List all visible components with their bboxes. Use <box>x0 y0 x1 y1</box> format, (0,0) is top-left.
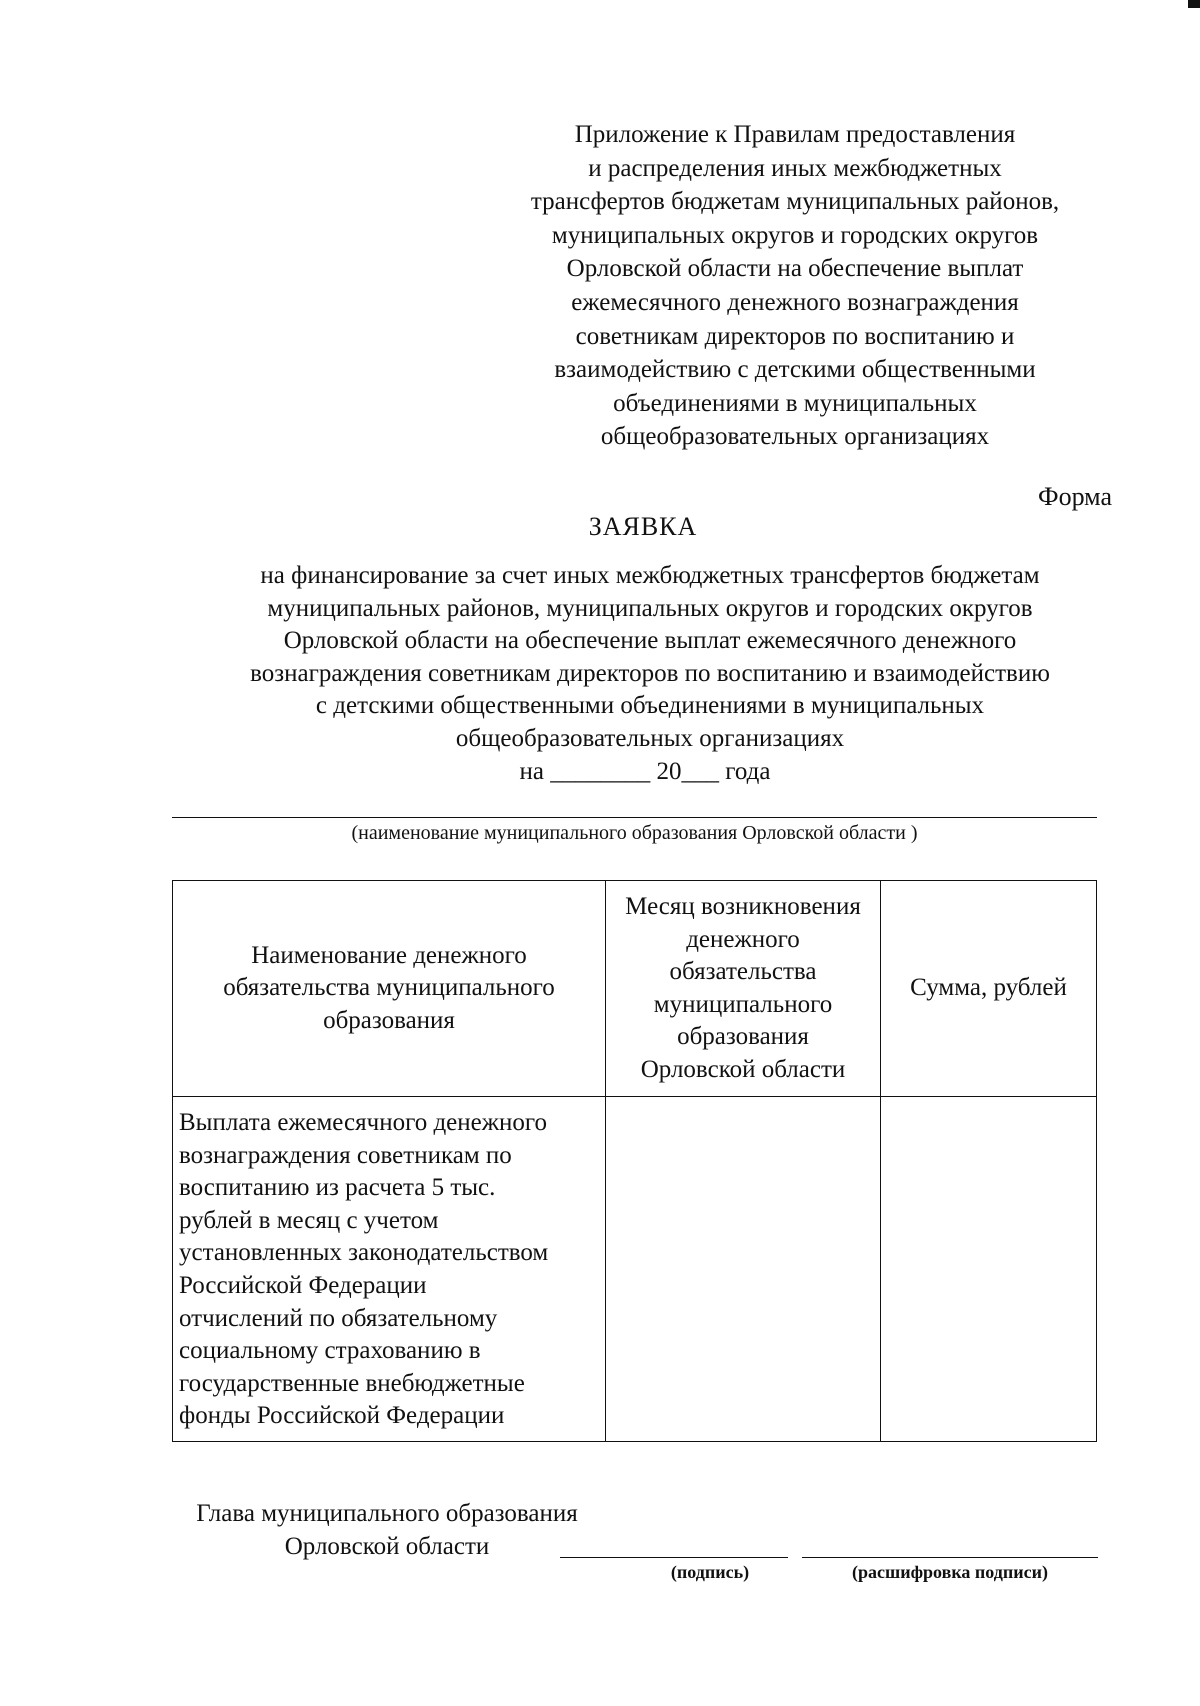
table-header-row <box>173 881 1097 1097</box>
header-line: обязательства <box>669 958 817 985</box>
cell-line: фонды Российской Федерации <box>179 1402 505 1430</box>
header-line: образования <box>677 1023 809 1050</box>
appendix-line: Приложение к Правилам предоставления <box>574 121 1016 148</box>
signatory-line: Орловской области <box>284 1533 490 1560</box>
header-line: обязательства муниципального <box>223 974 555 1002</box>
header-line: образования <box>323 1006 455 1034</box>
cell-line: Выплата ежемесячного денежного <box>179 1109 548 1136</box>
header-line: Сумма, рублей <box>910 974 1067 1002</box>
appendix-line: ежемесячного денежного вознаграждения <box>571 288 1019 316</box>
appendix-line: Орловской области на обеспечение выплат <box>566 255 1024 283</box>
signatory-line: Глава муниципального образования <box>196 1500 578 1527</box>
document-subtitle <box>100 560 1200 755</box>
appendix-line: объединениями в муниципальных <box>613 389 977 417</box>
header-line: Орловской области <box>640 1055 846 1083</box>
cell-line: вознаграждения советникам по <box>179 1141 512 1169</box>
obligation-month-cell[interactable] <box>606 1097 881 1442</box>
cell-line: рублей в месяц с учетом <box>179 1206 439 1234</box>
subtitle-line: Орловской области на обеспечение выплат ежемесячного денежного <box>283 627 1017 654</box>
obligation-sum-cell[interactable] <box>881 1097 1097 1442</box>
header-line: муниципального <box>653 990 833 1018</box>
table-row <box>173 1097 1097 1442</box>
header-line: Месяц возникновения <box>625 893 861 920</box>
cell-line: воспитанию из расчета 5 тыс. <box>179 1174 496 1202</box>
cell-line: Российской Федерации <box>179 1271 427 1299</box>
signature-line[interactable] <box>560 1557 788 1558</box>
signature-decode-caption: (расшифровка подписи) <box>852 1562 1048 1582</box>
subtitle-line: с детскими общественными объединениями в муниципальных <box>315 692 985 719</box>
subtitle-line: муниципальных районов, муниципальных округов и городских округов <box>267 594 1033 622</box>
cell-line: установленных законодательством <box>179 1239 549 1267</box>
cell-line: государственные внебюджетные <box>179 1369 525 1397</box>
cell-line: социальному страхованию в <box>179 1337 481 1365</box>
signatory-title <box>172 1497 602 1563</box>
appendix-line: общеобразовательных организациях <box>600 423 990 451</box>
appendix-line: муниципальных округов и городских округов <box>551 221 1039 249</box>
header-line: денежного <box>686 925 800 953</box>
obligation-name-cell <box>173 1097 606 1442</box>
appendix-line: трансфертов бюджетам муниципальных районов, <box>530 188 1060 216</box>
municipality-caption: (наименование муниципального образования Орловской области ) <box>351 822 918 844</box>
header-sum <box>881 881 1097 1097</box>
appendix-line: взаимодействию с детскими общественными <box>554 356 1036 384</box>
subtitle-line: общеобразовательных организациях <box>455 724 845 752</box>
header-line: Наименование денежного <box>251 941 527 969</box>
appendix-line: советникам директоров по воспитанию и <box>575 322 1015 350</box>
date-line: на ________ 20___ года <box>519 758 771 785</box>
header-obligation-month <box>606 881 881 1097</box>
appendix-line: и распределения иных межбюджетных <box>588 154 1002 182</box>
signature-decode-line[interactable] <box>802 1557 1098 1558</box>
document-title: ЗАЯВКА <box>588 512 698 541</box>
subtitle-line: на финансирование за счет иных межбюджетных трансфертов бюджетам <box>260 562 1040 589</box>
header-obligation-name <box>173 881 606 1097</box>
form-label: Форма <box>1038 482 1112 511</box>
signature-caption: (подпись) <box>670 1562 750 1582</box>
cell-line: отчислений по обязательному <box>179 1304 498 1332</box>
scan-artifact-mark <box>1188 0 1200 8</box>
obligation-table <box>172 880 1097 1442</box>
subtitle-line: вознаграждения советникам директоров по воспитанию и взаимодействию <box>250 659 1050 687</box>
municipality-input-line[interactable] <box>172 817 1097 818</box>
appendix-header <box>470 118 1120 454</box>
